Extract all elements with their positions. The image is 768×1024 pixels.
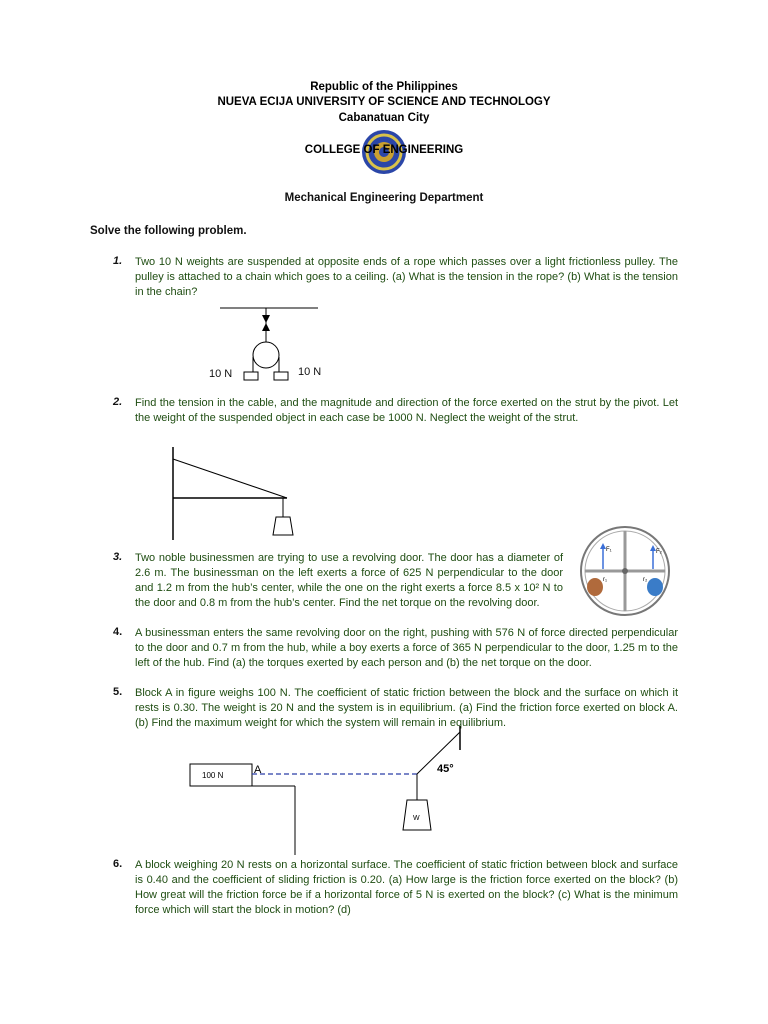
block-weight-label: 100 N	[202, 771, 224, 780]
header-college: COLLEGE OF ENGINEERING	[304, 144, 464, 156]
problem-1-text: Two 10 N weights are suspended at opposite ends of a rope which passes over a light frictionless pulley. The pulley is attached to a chain which goes to a ceiling. (a) What is the tension in the rope? (b) What is the tension in the chain?	[135, 256, 678, 298]
header-city: Cabanatuan City	[338, 112, 430, 124]
radius-right-label: r₂	[643, 577, 648, 583]
force-right-label: F₂	[656, 549, 662, 555]
radius-left-label: r₁	[603, 577, 608, 583]
force-left-label: F₁	[606, 547, 612, 553]
instruction-text: Solve the following problem.	[90, 225, 247, 237]
header-republic: Republic of the Philippines	[310, 81, 458, 93]
strut-figure	[165, 445, 310, 545]
problem-4-text: A businessman enters the same revolving door on the right, pushing with 576 N of force directed perpendicular to the door and 0.7 m from the hub, while a boy exerts a force of 365 N perpendicular to the door, 1.25 m to the left of the hub. Find (a) the torques exerted by each person and (b) the net torque on the door.	[135, 627, 678, 669]
hanging-weight-label: W	[413, 815, 420, 822]
problem-number: 2.	[113, 396, 123, 408]
left-weight-label: 10 N	[209, 368, 233, 380]
department-title: Mechanical Engineering Department	[284, 192, 484, 204]
problem-number: 1.	[113, 255, 123, 267]
revolving-door-figure	[573, 523, 677, 619]
angle-label: 45°	[437, 763, 454, 775]
problem-5-text: Block A in figure weighs 100 N. The coefficient of static friction between the block and the surface on which it rests is 0.30. The weight is 20 N and the system is in equilibrium. (a) Find the friction force exerted on block A. (b) Find the maximum weight for which the system will remain in equilibrium.	[135, 687, 678, 729]
problem-3-text: Two noble businessmen are trying to use a revolving door. The door has a diameter of 2.6 m. The businessman on the left exerts a force of 625 N perpendicular to the door and 1.2 m from the hub’s center, while the one on the right exerts a force 8.5 x 10² N to the door and 0.8 m from the hub’s center. Find the net torque on the revolving door.	[135, 552, 563, 609]
problem-number: 5.	[113, 686, 123, 698]
block-name-label: A	[254, 764, 262, 776]
block-rope-figure	[185, 720, 475, 860]
right-weight-label: 10 N	[298, 366, 322, 378]
header-university: NUEVA ECIJA UNIVERSITY OF SCIENCE AND TECHNOLOGY	[217, 96, 551, 108]
problem-6-text: A block weighing 20 N rests on a horizontal surface. The coefficient of static friction between block and surface is 0.40 and the coefficient of sliding friction is 0.20. (a) How large is the friction force exerted on the block? (b) How great will the friction force be if a horizontal force of 5 N is exerted on the block? (c) What is the minimum force which will start the block in motion? (d)	[135, 859, 678, 916]
problem-number: 3.	[113, 551, 123, 563]
problem-2-text: Find the tension in the cable, and the magnitude and direction of the force exerted on the strut by the pivot. Let the weight of the suspended object in each case be 1000 N. Neglect the weight of the strut.	[135, 397, 678, 424]
problem-number: 6.	[113, 858, 123, 870]
problem-number: 4.	[113, 626, 123, 638]
